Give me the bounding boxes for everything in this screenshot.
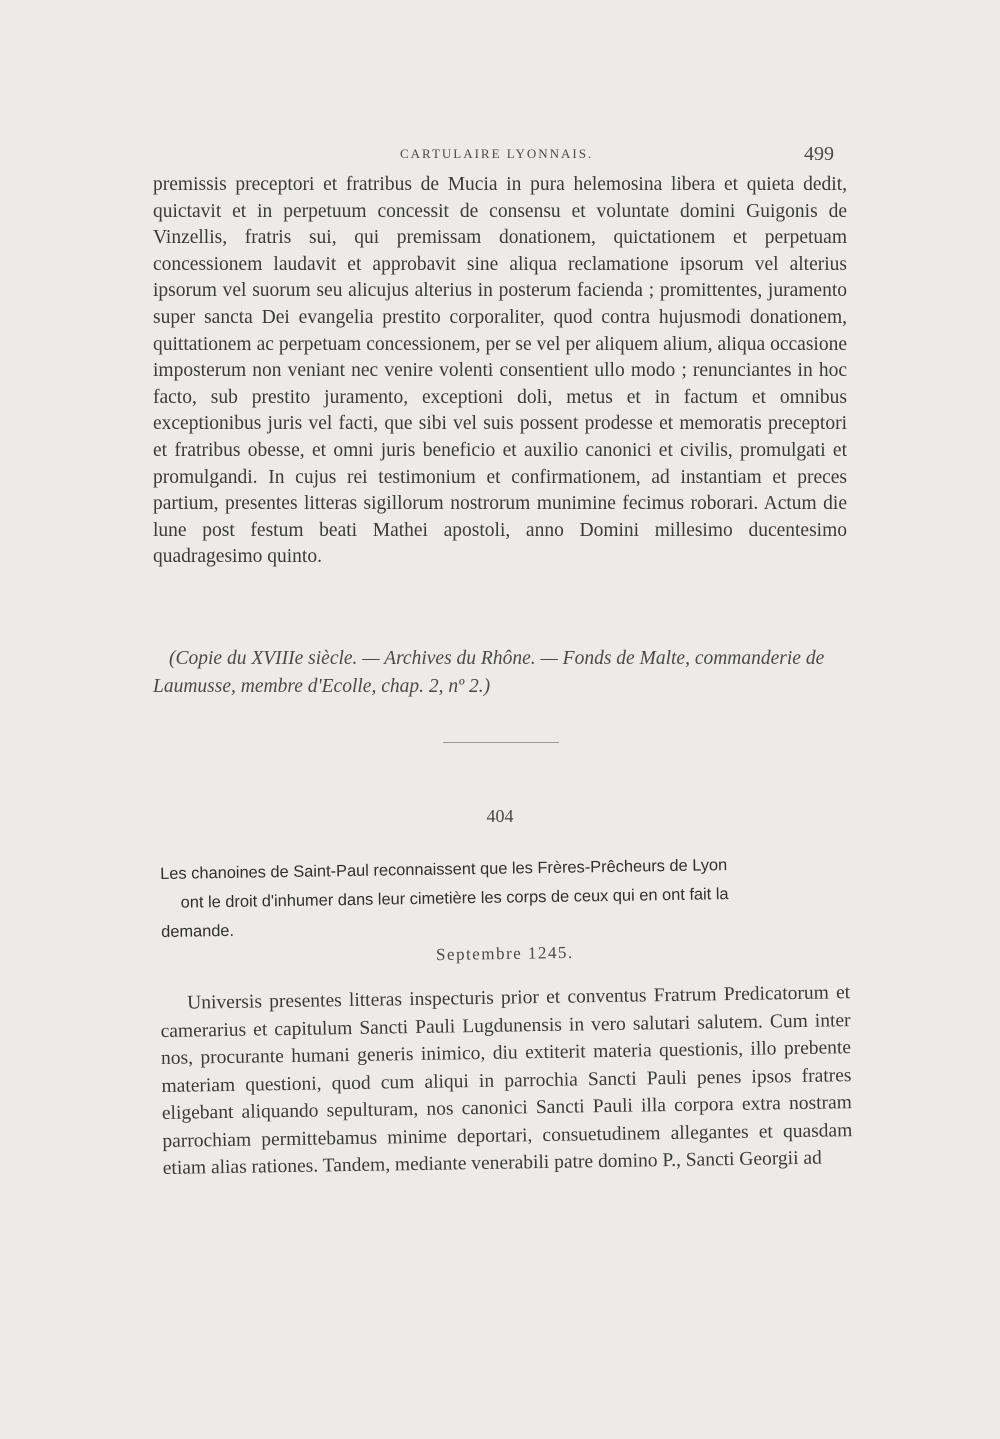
running-head: CARTULAIRE LYONNAIS. <box>400 146 594 161</box>
summary-line: ont le droit d'inhumer dans leur cimetière les corps de ceux qui en ont fait la <box>180 885 729 912</box>
summary-line: Les chanoines de Saint-Paul reconnaissent que les Frères-Prêcheurs de Lyon <box>160 856 728 883</box>
document-number: 404 <box>486 806 514 826</box>
source-note: (Copie du XVIIIe siècle. — Archives du Rhône. — Fonds de Malte, commanderie de Laumusse, membre d'Ecolle, chap. 2, nº 2.) <box>153 648 825 697</box>
summary-line: demande. <box>160 921 235 941</box>
charter-text-continued: premissis preceptori et fratribus de Mucia in pura helemosina libera et quieta dedit, quictavit et in perpetuum concessit de consensu et voluntate domini Guigonis de Vinzellis, fratris sui, qui premissam donationem, quictationem et perpetuam concessionem laudavit et approbavit sine aliqua reclamatione ipsorum vel alterius ipsorum vel suorum seu alicujus alterius in posterum facienda ; promittentes, juramento super sancta Dei evangelia prestito corporaliter, quod contra hujusmodi donationem, quittationem ac perpetuam concessionem, per se vel per aliquem alium, aliqua occasione imposterum non veniant nec venire volenti consentient ullo modo ; renunciantes in hoc facto, sub prestito juramento, exceptioni doli, metus et in factum et omnibus exceptionibus juris vel facti, que sibi vel suis possent prodesse et memoratis preceptori et fratribus obesse, et omni juris beneficio et auxilio canonici et civilis, promulgati et promulgandi. In cujus rei testimonium et confirmationem, ad instantiam et preces partium, presentes litteras sigillorum nostrorum munimine fecimus roborari. Actum die lune post festum beati Mathei apostoli, anno Domini millesimo ducentesimo quadragesimo quinto. <box>153 174 847 568</box>
document-summary <box>160 849 851 947</box>
document-date: Septembre 1245. <box>435 942 574 965</box>
page-number: 499 <box>804 143 834 165</box>
charter-text <box>160 979 853 1182</box>
charter-paragraph: Universis presentes litteras inspecturis prior et conventus Fratrum Predicatorum et camerarius et capitulum Sancti Pauli Lugdunensis in vero salutari salutem. Cum inter nos, procurante humani generis inimico, diu extiterit materia questionis, illo prebente materiam questioni, quod cum aliqui in parrochia Sancti Pauli penes ipsos fratres eligebant aliquando sepulturam, nos canonici Sancti Pauli illa corpora extra nostram parrochiam permittebamus minime deportari, consuetudinem allegantes et quasdam etiam alias rationes. Tandem, mediante venerabili patre domino P., Sancti Georgii ad <box>160 982 853 1179</box>
section-divider <box>443 742 559 743</box>
